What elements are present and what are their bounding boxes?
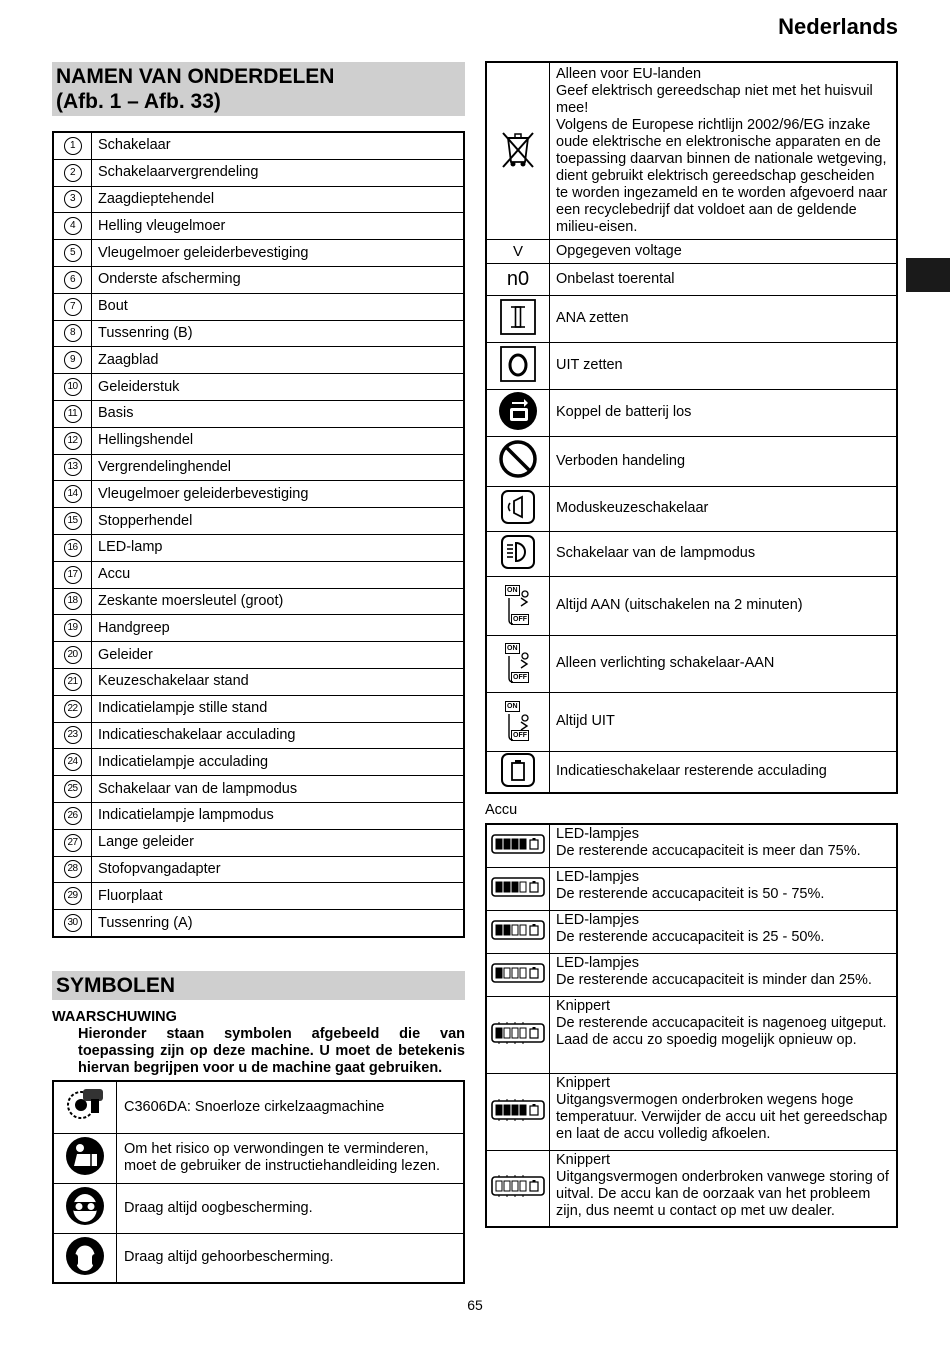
part-number-cell [53, 320, 92, 347]
part-number-cell [53, 132, 92, 159]
battery-indicator-row [486, 953, 897, 996]
symbol-row [486, 436, 897, 486]
ear-protection-icon [65, 1236, 105, 1280]
symbol-icon-cell [486, 692, 550, 751]
symbol-description: Koppel de batterij los [550, 389, 898, 436]
parts-row [53, 240, 464, 267]
voltage-symbol: V [512, 242, 523, 260]
part-number-cell [53, 695, 92, 722]
symbol-description: Verboden handeling [550, 436, 898, 486]
symbol-description: Altijd UIT [550, 692, 898, 751]
symbol-description: Moduskeuzeschakelaar [550, 486, 898, 531]
symbol-row [486, 751, 897, 793]
part-label: Bout [92, 293, 465, 320]
battery-2-leds-icon [491, 919, 545, 945]
parts-row [53, 695, 464, 722]
part-number: 22 [64, 700, 82, 718]
battery-indicator-description: Knippert Uitgangsvermogen onderbroken vanwege storing of uitval. De accu kan de oorzaak van het probleem zijn, dus neemt u contact op met uw dealer. [550, 1150, 898, 1227]
part-label: Hellingshendel [92, 427, 465, 454]
parts-row [53, 508, 464, 535]
part-number: 10 [64, 378, 82, 396]
symbol-icon-cell [486, 576, 550, 635]
always-off-icon [503, 700, 533, 744]
part-label: Stofopvangadapter [92, 856, 465, 883]
symbol-icon-cell [486, 263, 550, 295]
part-label: Indicatieschakelaar acculading [92, 722, 465, 749]
battery-1-led-icon [491, 962, 545, 988]
symbol-row [486, 62, 897, 239]
part-number-cell [53, 159, 92, 186]
part-label: Stopperhendel [92, 508, 465, 535]
parts-row [53, 374, 464, 401]
part-number-cell [53, 561, 92, 588]
part-label: LED-lamp [92, 534, 465, 561]
part-number: 3 [64, 190, 82, 208]
battery-indicator-row [486, 910, 897, 953]
part-number: 20 [64, 646, 82, 664]
part-label: Tussenring (B) [92, 320, 465, 347]
symbol-row [486, 635, 897, 692]
symbol-description: Opgegeven voltage [550, 239, 898, 263]
parts-row [53, 186, 464, 213]
symbol-description: ANA zetten [550, 295, 898, 342]
symbol-description: C3606DA: Snoerloze cirkelzaagmachine [117, 1081, 465, 1133]
read-manual-icon [65, 1136, 105, 1180]
battery-icon-cell [486, 824, 550, 867]
part-label: Schakelaarvergrendeling [92, 159, 465, 186]
symbol-description: Draag altijd gehoorbescherming. [117, 1233, 465, 1283]
part-label: Basis [92, 400, 465, 427]
part-label: Schakelaar [92, 132, 465, 159]
symbol-icon-cell [486, 239, 550, 263]
battery-icon-cell [486, 867, 550, 910]
symbol-row [486, 263, 897, 295]
parts-row [53, 856, 464, 883]
part-label: Indicatielampje stille stand [92, 695, 465, 722]
battery-indicator-switch-icon [500, 752, 536, 792]
battery-icon-cell [486, 910, 550, 953]
parts-row [53, 266, 464, 293]
symbol-icon-cell [486, 389, 550, 436]
part-number-cell [53, 186, 92, 213]
part-number: 11 [64, 405, 82, 423]
part-label: Onderste afscherming [92, 266, 465, 293]
part-number: 29 [64, 887, 82, 905]
part-number: 5 [64, 244, 82, 262]
disconnect-battery-icon [498, 391, 538, 435]
lamp-mode-icon [500, 534, 536, 574]
off-label: OFF [513, 673, 527, 681]
parts-row [53, 454, 464, 481]
battery-indicator-description: Knippert De resterende accucapaciteit is nagenoeg uitgeput. Laad de accu zo spoedig mogelijk opnieuw op. [550, 996, 898, 1073]
on-label: ON [507, 644, 518, 652]
switch-off-icon [500, 346, 536, 386]
part-number-cell [53, 347, 92, 374]
battery-icon-cell [486, 1073, 550, 1150]
part-label: Zeskante moersleutel (groot) [92, 588, 465, 615]
symbol-description: Om het risico op verwondingen te verminderen, moet de gebruiker de instructiehandleiding lezen. [117, 1133, 465, 1183]
part-number-cell [53, 534, 92, 561]
part-number: 1 [64, 137, 82, 155]
battery-blink-fault-icon [491, 1175, 545, 1201]
symbol-row [53, 1183, 464, 1233]
light-on-switch-icon [503, 642, 533, 686]
part-number-cell [53, 883, 92, 910]
part-number: 25 [64, 780, 82, 798]
part-label: Indicatielampje lampmodus [92, 802, 465, 829]
page-number: 65 [467, 1297, 483, 1313]
symbol-row [486, 239, 897, 263]
parts-table [52, 131, 465, 938]
part-number: 15 [64, 512, 82, 530]
symbol-icon-cell [53, 1233, 117, 1283]
symbols-table-right [485, 61, 898, 794]
symbol-description: Indicatieschakelaar resterende acculading [550, 751, 898, 793]
part-label: Zaagdieptehendel [92, 186, 465, 213]
symbol-icon-cell [486, 62, 550, 239]
part-number: 13 [64, 458, 82, 476]
part-label: Tussenring (A) [92, 910, 465, 937]
symbol-icon-cell [486, 436, 550, 486]
part-label: Handgreep [92, 615, 465, 642]
symbol-description: UIT zetten [550, 342, 898, 389]
no-load-speed-symbol: n0 [506, 267, 530, 290]
battery-indicator-description: LED-lampjes De resterende accucapaciteit is meer dan 75%. [550, 824, 898, 867]
battery-indicator-row [486, 1073, 897, 1150]
part-number: 6 [64, 271, 82, 289]
parts-row [53, 749, 464, 776]
part-label: Helling vleugelmoer [92, 213, 465, 240]
symbol-icon-cell [53, 1183, 117, 1233]
parts-row [53, 883, 464, 910]
part-number: 8 [64, 324, 82, 342]
battery-indicator-description: LED-lampjes De resterende accucapaciteit is minder dan 25%. [550, 953, 898, 996]
part-number-cell [53, 481, 92, 508]
parts-heading: NAMEN VAN ONDERDELEN (Afb. 1 – Afb. 33) [52, 62, 465, 116]
off-label: OFF [513, 615, 527, 623]
part-number-cell [53, 374, 92, 401]
part-number: 2 [64, 164, 82, 182]
symbol-row [486, 389, 897, 436]
symbol-icon-cell [486, 342, 550, 389]
warning-text: Hieronder staan symbolen afgebeeld die van toepassing zijn op deze machine. U moet de betekenis hiervan begrijpen voor u de machine gaat gebruiken. [78, 1026, 465, 1076]
part-label: Indicatielampje acculading [92, 749, 465, 776]
circular-saw-icon [63, 1085, 107, 1129]
parts-row [53, 293, 464, 320]
battery-icon-cell [486, 1150, 550, 1227]
symbol-description: Schakelaar van de lampmodus [550, 531, 898, 576]
part-number-cell [53, 910, 92, 937]
warning-title: WAARSCHUWING [52, 1009, 177, 1025]
part-number-cell [53, 588, 92, 615]
battery-blink-overheat-icon [491, 1099, 545, 1125]
symbol-icon-cell [486, 295, 550, 342]
battery-indicator-row [486, 996, 897, 1073]
symbol-icon-cell [486, 486, 550, 531]
on-label: ON [507, 702, 518, 710]
part-number: 4 [64, 217, 82, 235]
part-label: Vleugelmoer geleiderbevestiging [92, 481, 465, 508]
parts-row [53, 347, 464, 374]
part-label: Zaagblad [92, 347, 465, 374]
battery-indicator-description: LED-lampjes De resterende accucapaciteit is 25 - 50%. [550, 910, 898, 953]
battery-indicator-row [486, 824, 897, 867]
symbol-row [486, 342, 897, 389]
symbol-row [486, 531, 897, 576]
off-label: OFF [513, 731, 527, 739]
parts-row [53, 588, 464, 615]
part-label: Keuzeschakelaar stand [92, 668, 465, 695]
parts-row [53, 722, 464, 749]
part-number-cell [53, 829, 92, 856]
part-number: 14 [64, 485, 82, 503]
part-label: Geleiderstuk [92, 374, 465, 401]
battery-indicator-row [486, 1150, 897, 1227]
part-label: Schakelaar van de lampmodus [92, 776, 465, 803]
battery-indicator-description: LED-lampjes De resterende accucapaciteit is 50 - 75%. [550, 867, 898, 910]
battery-indicator-row [486, 867, 897, 910]
part-number-cell [53, 615, 92, 642]
symbol-row [53, 1133, 464, 1183]
symbols-table-left [52, 1080, 465, 1284]
part-number: 12 [64, 432, 82, 450]
part-number: 18 [64, 592, 82, 610]
part-number: 27 [64, 834, 82, 852]
symbol-row [53, 1081, 464, 1133]
part-number-cell [53, 508, 92, 535]
part-label: Vergrendelinghendel [92, 454, 465, 481]
part-label: Geleider [92, 642, 465, 669]
always-on-icon [503, 584, 533, 628]
part-number-cell [53, 776, 92, 803]
symbol-icon-cell [486, 751, 550, 793]
symbol-icon-cell [53, 1133, 117, 1183]
parts-row [53, 400, 464, 427]
battery-blink-1-icon [491, 1022, 545, 1048]
parts-row [53, 320, 464, 347]
battery-indicator-description: Knippert Uitgangsvermogen onderbroken wegens hoge temperatuur. Verwijder de accu uit het gereedschap en laat de accu volledig afkoelen. [550, 1073, 898, 1150]
battery-4-leds-icon [491, 833, 545, 859]
battery-icon-cell [486, 953, 550, 996]
on-label: ON [507, 586, 518, 594]
part-label: Accu [92, 561, 465, 588]
part-number: 7 [64, 298, 82, 316]
part-number-cell [53, 266, 92, 293]
part-number-cell [53, 642, 92, 669]
symbol-icon-cell [486, 635, 550, 692]
part-number: 19 [64, 619, 82, 637]
parts-row [53, 615, 464, 642]
part-label: Fluorplaat [92, 883, 465, 910]
part-number: 26 [64, 807, 82, 825]
part-number-cell [53, 856, 92, 883]
symbol-description: Onbelast toerental [550, 263, 898, 295]
mode-selector-icon [500, 489, 536, 529]
part-number-cell [53, 722, 92, 749]
battery-3-leds-icon [491, 876, 545, 902]
symbol-row [486, 692, 897, 751]
part-label: Lange geleider [92, 829, 465, 856]
parts-row [53, 481, 464, 508]
battery-icon-cell [486, 996, 550, 1073]
symbol-icon-cell [486, 531, 550, 576]
part-number-cell [53, 400, 92, 427]
symbol-row [486, 295, 897, 342]
parts-row [53, 802, 464, 829]
symbol-icon-cell [53, 1081, 117, 1133]
switch-on-icon [500, 299, 536, 339]
prohibited-icon [498, 439, 538, 483]
part-number-cell [53, 749, 92, 776]
symbol-row [486, 576, 897, 635]
part-number: 30 [64, 914, 82, 932]
part-number: 9 [64, 351, 82, 369]
part-number-cell [53, 454, 92, 481]
part-number: 23 [64, 726, 82, 744]
part-number-cell [53, 427, 92, 454]
part-number: 16 [64, 539, 82, 557]
eye-protection-icon [65, 1186, 105, 1230]
part-number-cell [53, 213, 92, 240]
parts-row [53, 910, 464, 937]
parts-row [53, 776, 464, 803]
symbol-description: Alleen verlichting schakelaar-AAN [550, 635, 898, 692]
symbol-description: Alleen voor EU-landen Geef elektrisch gereedschap niet met het huisvuil mee! Volgens de Europese richtlijn 2002/96/EG inzake oude elektrische en elektronische apparaten en de toepassing daarvan binnen de nationale wetgeving, dient gebruikt elektrisch gereedschap gescheiden te worden ingezameld en te worden afgevoerd naar een recyclebedrijf dat voldoet aan de geldende milieu-eisen. [550, 62, 898, 239]
part-number-cell [53, 240, 92, 267]
parts-row [53, 534, 464, 561]
parts-row [53, 159, 464, 186]
part-number-cell [53, 668, 92, 695]
parts-row [53, 213, 464, 240]
symbol-row [53, 1233, 464, 1283]
part-label: Vleugelmoer geleiderbevestiging [92, 240, 465, 267]
accu-label: Accu [485, 802, 518, 818]
battery-indicator-table [485, 823, 898, 1228]
part-number-cell [53, 802, 92, 829]
symbol-description: Altijd AAN (uitschakelen na 2 minuten) [550, 576, 898, 635]
part-number-cell [53, 293, 92, 320]
parts-row [53, 642, 464, 669]
parts-row [53, 427, 464, 454]
part-number: 28 [64, 860, 82, 878]
section-tab-marker [906, 258, 950, 292]
language-label: Nederlands [778, 14, 898, 39]
weee-bin-icon [498, 129, 538, 173]
part-number: 21 [64, 673, 82, 691]
symbols-heading: SYMBOLEN [52, 971, 465, 1000]
symbol-row [486, 486, 897, 531]
part-number: 17 [64, 566, 82, 584]
symbol-description: Draag altijd oogbescherming. [117, 1183, 465, 1233]
parts-row [53, 132, 464, 159]
parts-row [53, 668, 464, 695]
parts-row [53, 561, 464, 588]
part-number: 24 [64, 753, 82, 771]
parts-row [53, 829, 464, 856]
